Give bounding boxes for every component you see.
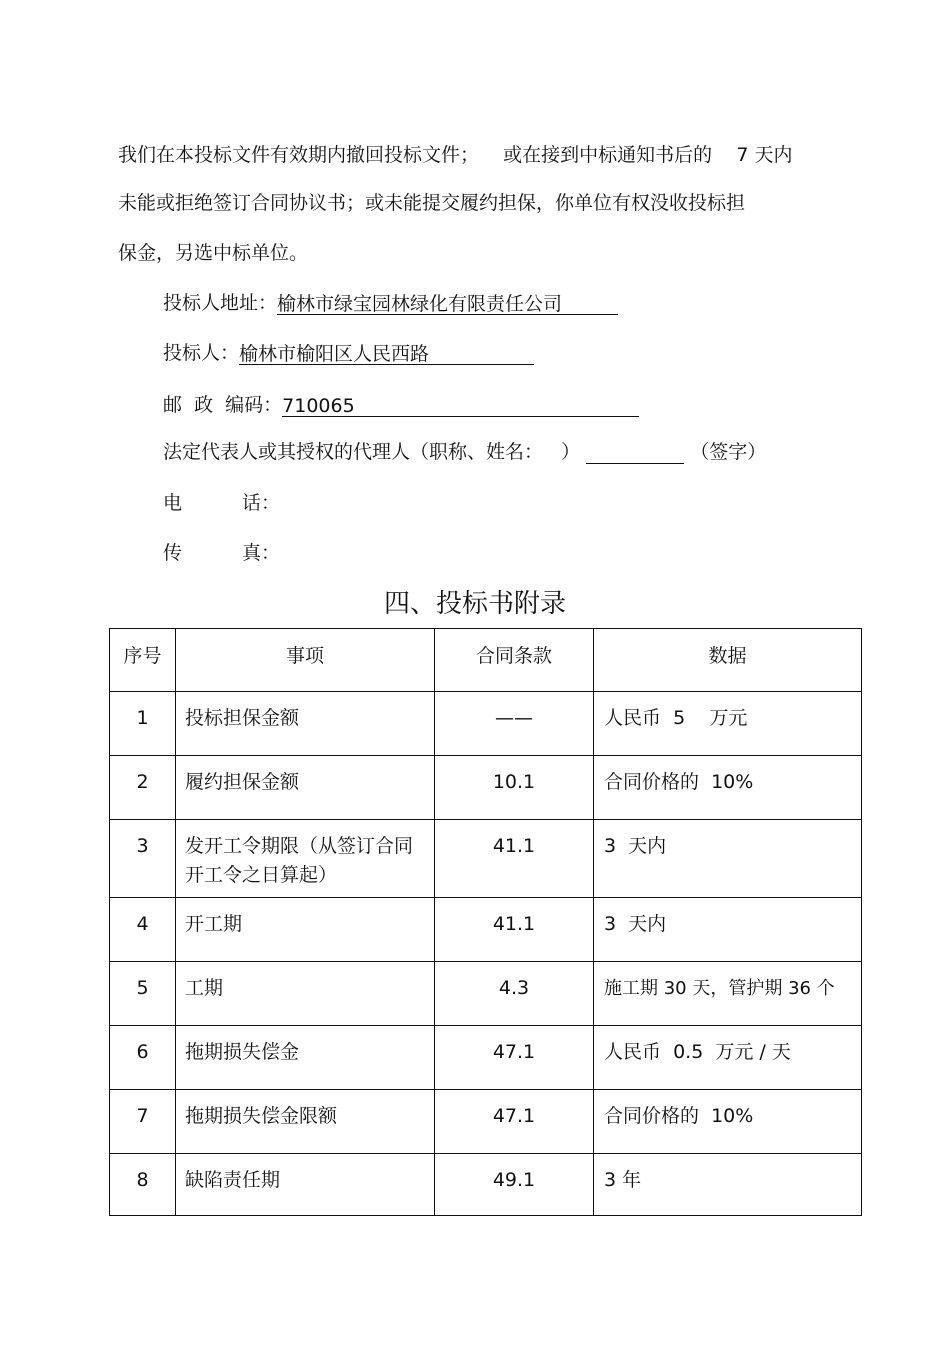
fax-label-b: 真： (242, 542, 281, 564)
row-data: 3 年 (604, 1169, 642, 1191)
row-no: 2 (136, 771, 149, 793)
row-item: 履约担保金额 (185, 771, 300, 793)
paragraph-line-2: 未能或拒绝签订合同协议书；或未能提交履约担保，你单位有权没收投标担 (118, 192, 746, 214)
row-no: 8 (136, 1169, 149, 1191)
row-item: 缺陷责任期 (185, 1169, 281, 1191)
header-clause: 合同条款 (435, 629, 594, 692)
row-data: 合同价格的 10% (604, 1105, 754, 1127)
row-clause: 41.1 (492, 913, 536, 935)
table-row (110, 756, 862, 820)
bidder-label: 投标人： (163, 342, 240, 364)
table-row (110, 1026, 862, 1090)
table-row (110, 1090, 862, 1154)
row-clause: 10.1 (492, 771, 536, 793)
appendix-table (109, 628, 862, 1216)
address-field (163, 291, 618, 315)
row-data: 合同价格的 10% (604, 771, 754, 793)
row-no: 6 (136, 1041, 149, 1063)
table-row (110, 820, 862, 898)
row-item: 发开工令期限（从签订合同开工令之日算起） (185, 835, 414, 886)
row-item: 工期 (185, 977, 224, 999)
section-title: 四、投标书附录 (383, 589, 566, 619)
row-no: 1 (136, 707, 149, 729)
row-clause: 4.3 (498, 977, 530, 999)
phone-field (163, 491, 280, 515)
row-clause: —— (495, 707, 533, 729)
legal-rep-field (163, 440, 766, 464)
row-clause: 41.1 (492, 835, 536, 857)
table-row (110, 962, 862, 1026)
row-data: 3 天内 (604, 835, 667, 857)
paragraph-line-1: 我们在本投标文件有效期内撤回投标文件； 或在接到中标通知书后的 7 天内 (118, 144, 793, 166)
fax-label-a: 传 (163, 542, 183, 564)
bidder-field (163, 341, 534, 365)
legal-label: 法定代表人或其授权的代理人（职称、姓名： ） (163, 441, 581, 463)
row-data: 施工期 30 天，管护期 36 个 (604, 978, 835, 999)
postal-value: 710065 (282, 394, 639, 417)
row-clause: 47.1 (492, 1105, 536, 1127)
header-data: 数据 (594, 629, 862, 692)
phone-label-a: 电 (163, 492, 183, 514)
table-row (110, 1154, 862, 1216)
row-no: 7 (136, 1105, 149, 1127)
postal-field (163, 393, 639, 417)
row-item: 投标担保金额 (185, 707, 300, 729)
legal-suffix: （签字） (690, 441, 767, 463)
row-data: 人民币 5 万元 (604, 707, 748, 729)
row-data: 人民币 0.5 万元 / 天 (604, 1041, 791, 1063)
fax-field (163, 541, 280, 565)
table-row (110, 692, 862, 756)
row-item: 拖期损失偿金限额 (185, 1105, 338, 1127)
bidder-value: 榆林市榆阳区人民西路 (239, 342, 534, 365)
header-item: 事项 (176, 629, 435, 692)
paragraph-line-3: 保金，另选中标单位。 (118, 242, 309, 264)
table-header-row (110, 629, 862, 692)
header-no: 序号 (110, 629, 176, 692)
row-clause: 47.1 (492, 1041, 536, 1063)
row-clause: 49.1 (492, 1169, 536, 1191)
row-no: 5 (136, 977, 149, 999)
row-data: 3 天内 (604, 913, 667, 935)
row-no: 3 (136, 835, 149, 857)
address-label: 投标人地址： (163, 292, 278, 314)
signature-blank (586, 441, 684, 464)
table-row (110, 898, 862, 962)
address-value: 榆林市绿宝园林绿化有限责任公司 (277, 292, 618, 315)
row-no: 4 (136, 913, 149, 935)
row-item: 开工期 (185, 913, 243, 935)
postal-label: 邮 政 编码： (163, 394, 283, 416)
phone-label-b: 话： (242, 492, 281, 514)
row-item: 拖期损失偿金 (185, 1041, 300, 1063)
